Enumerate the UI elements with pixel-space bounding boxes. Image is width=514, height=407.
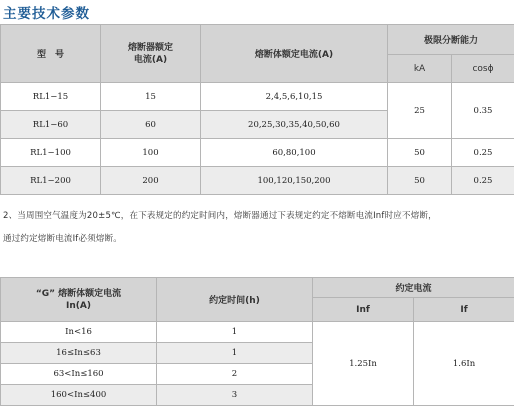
row-current-range: 63<In≤160 (1, 364, 157, 385)
header-cos-phi: cosϕ (452, 55, 514, 83)
row-base-current: 100 (101, 139, 201, 167)
merged-if-value: 1.6In (414, 322, 514, 406)
header-conventional-time: 约定时间(h) (157, 278, 313, 322)
header-if: If (414, 298, 514, 322)
row-base-current: 200 (101, 167, 201, 195)
technical-parameters-table (0, 24, 514, 195)
row-model: RL1−200 (1, 167, 101, 195)
row-current-range: 160<In≤400 (1, 385, 157, 406)
row-base-current: 15 (101, 83, 201, 111)
row-current-range: In<16 (1, 322, 157, 343)
header-model: 型 号 (1, 25, 101, 83)
merged-cos-value: 0.35 (452, 83, 514, 139)
row-conventional-time: 1 (157, 343, 313, 364)
row-fuse-currents: 60,80,100 (201, 139, 388, 167)
section-title: 主要技术参数 (3, 6, 90, 22)
merged-inf-value: 1.25In (313, 322, 414, 406)
row-ka: 50 (388, 167, 452, 195)
note-line-1: 2、当周围空气温度为20±5℃，在下表规定的约定时间内，熔断器通过下表规定约定不熔断电流Inf时应不熔断， (3, 211, 437, 221)
header-conventional-current: 约定电流 (313, 278, 514, 298)
header-fuse-link-rated-current: 熔断体额定电流(A) (201, 25, 388, 83)
conventional-current-table (0, 277, 514, 406)
row-cos: 0.25 (452, 139, 514, 167)
row-conventional-time: 1 (157, 322, 313, 343)
header-ka: kA (388, 55, 452, 83)
row-model: RL1−100 (1, 139, 101, 167)
row-cos: 0.25 (452, 167, 514, 195)
header-inf: Inf (313, 298, 414, 322)
row-fuse-currents: 2,4,5,6,10,15 (201, 83, 388, 111)
note-line-2: 通过约定熔断电流If必须熔断。 (3, 234, 123, 244)
row-base-current: 60 (101, 111, 201, 139)
merged-ka-value: 25 (388, 83, 452, 139)
header-breaking-capacity: 极限分断能力 (388, 25, 514, 55)
row-fuse-currents: 20,25,30,35,40,50,60 (201, 111, 388, 139)
row-conventional-time: 3 (157, 385, 313, 406)
row-current-range: 16≤In≤63 (1, 343, 157, 364)
header-fuse-base-rated-current: 熔断器额定 电流(A) (101, 25, 201, 83)
row-model: RL1−15 (1, 83, 101, 111)
row-fuse-currents: 100,120,150,200 (201, 167, 388, 195)
header-g-rated-current: “G” 熔断体额定电流 In(A) (1, 278, 157, 322)
row-model: RL1−60 (1, 111, 101, 139)
row-ka: 50 (388, 139, 452, 167)
row-conventional-time: 2 (157, 364, 313, 385)
